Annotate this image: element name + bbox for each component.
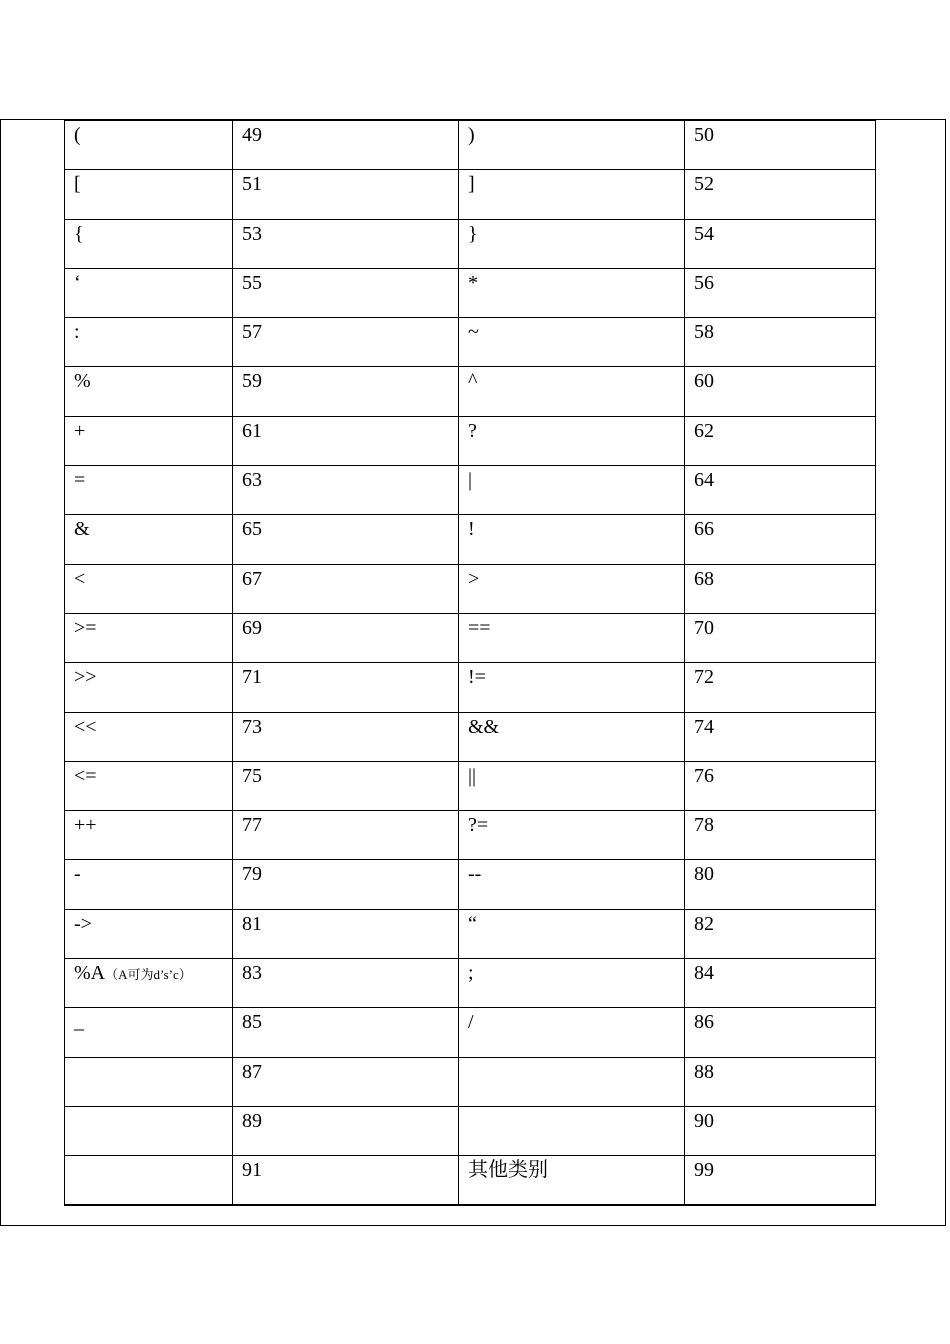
code-cell xyxy=(685,1008,876,1057)
symbol-cell xyxy=(65,466,233,515)
symbol-cell xyxy=(65,1106,233,1155)
symbol-cell-text: ] xyxy=(468,173,475,196)
code-cell xyxy=(233,712,459,761)
code-cell xyxy=(685,811,876,860)
code-cell-text: 82 xyxy=(694,912,714,935)
code-cell-text: 49 xyxy=(242,124,262,146)
symbol-cell-text: && xyxy=(468,715,500,738)
symbol-cell-text: << xyxy=(74,715,97,738)
symbol-cell xyxy=(65,909,233,958)
symbol-cell xyxy=(65,367,233,416)
code-cell xyxy=(233,811,459,860)
symbol-cell xyxy=(459,318,685,367)
symbol-cell xyxy=(459,466,685,515)
symbol-cell-text: / xyxy=(468,1011,474,1034)
code-cell-text: 52 xyxy=(694,173,714,196)
symbol-cell xyxy=(459,268,685,317)
table-row xyxy=(65,1156,876,1205)
symbol-cell xyxy=(459,170,685,219)
symbol-cell-text: | xyxy=(468,469,473,492)
symbol-cell-text: { xyxy=(74,222,84,245)
symbol-cell xyxy=(65,268,233,317)
symbol-cell xyxy=(459,1008,685,1057)
symbol-cell-text: = xyxy=(74,469,86,492)
symbol-cell-text: ? xyxy=(468,419,477,442)
table-row xyxy=(65,712,876,761)
symbol-cell-text: == xyxy=(468,616,491,639)
code-cell xyxy=(233,416,459,465)
code-cell xyxy=(233,1106,459,1155)
symbol-cell xyxy=(65,860,233,909)
code-cell-text: 63 xyxy=(242,469,262,492)
symbol-cell xyxy=(459,1106,685,1155)
code-cell xyxy=(233,367,459,416)
table-row xyxy=(65,515,876,564)
symbol-cell-text: ( xyxy=(74,124,81,146)
symbol-cell-text: ^ xyxy=(468,370,478,393)
code-cell-text: 60 xyxy=(694,370,714,393)
symbol-cell-text: %A xyxy=(74,962,106,985)
symbol-cell-text: * xyxy=(468,271,478,294)
symbol-cell-text: & xyxy=(74,518,90,541)
symbol-cell xyxy=(459,860,685,909)
table-row xyxy=(65,959,876,1008)
symbol-cell xyxy=(65,811,233,860)
symbol-cell-text: || xyxy=(468,764,477,787)
symbol-cell-text: “ xyxy=(468,912,477,935)
code-cell-text: 61 xyxy=(242,419,262,442)
code-cell-text: 84 xyxy=(694,962,714,985)
code-cell-text: 69 xyxy=(242,616,262,639)
symbol-cell xyxy=(459,416,685,465)
symbol-cell xyxy=(459,121,685,170)
symbol-cell-text: % xyxy=(74,370,91,393)
table-row xyxy=(65,811,876,860)
table-body xyxy=(65,121,876,1206)
code-cell xyxy=(233,909,459,958)
code-cell-text: 86 xyxy=(694,1011,714,1034)
code-cell xyxy=(685,860,876,909)
symbol-cell xyxy=(459,1156,685,1205)
code-cell xyxy=(685,466,876,515)
code-cell xyxy=(685,416,876,465)
code-cell xyxy=(233,1156,459,1205)
code-cell-text: 90 xyxy=(694,1109,714,1132)
code-cell xyxy=(685,959,876,1008)
symbol-cell-text: _ xyxy=(74,1011,84,1034)
symbol-cell-text: [ xyxy=(74,173,81,196)
code-cell-text: 83 xyxy=(242,962,262,985)
code-cell-text: 59 xyxy=(242,370,262,393)
symbol-cell-text: ?= xyxy=(468,814,489,837)
table-row xyxy=(65,564,876,613)
symbol-cell-text: > xyxy=(468,567,480,590)
symbol-cell-text: - xyxy=(74,863,81,886)
symbol-cell-text: -> xyxy=(74,912,92,935)
code-cell xyxy=(233,1008,459,1057)
symbol-cell xyxy=(65,121,233,170)
code-cell-text: 75 xyxy=(242,764,262,787)
table-row xyxy=(65,219,876,268)
code-cell xyxy=(233,121,459,170)
symbol-cell xyxy=(65,1057,233,1106)
symbol-cell-text: ~ xyxy=(468,321,479,344)
code-cell-text: 80 xyxy=(694,863,714,886)
code-cell xyxy=(233,1057,459,1106)
code-cell-text: 89 xyxy=(242,1109,262,1132)
code-cell xyxy=(685,613,876,662)
code-cell xyxy=(685,564,876,613)
code-cell-text: 91 xyxy=(242,1159,262,1182)
table-row xyxy=(65,1106,876,1155)
table-row xyxy=(65,860,876,909)
code-cell-text: 72 xyxy=(694,666,714,689)
symbol-cell xyxy=(65,170,233,219)
code-cell-text: 64 xyxy=(694,469,714,492)
code-cell-text: 66 xyxy=(694,518,714,541)
code-cell-text: 55 xyxy=(242,271,262,294)
symbol-cell-text: -- xyxy=(468,863,482,886)
symbol-cell-text: ; xyxy=(468,962,474,985)
code-cell-text: 76 xyxy=(694,764,714,787)
symbol-cell-text: : xyxy=(74,321,80,344)
code-cell xyxy=(685,1057,876,1106)
symbol-cell xyxy=(459,959,685,1008)
code-cell-text: 79 xyxy=(242,863,262,886)
symbol-cell xyxy=(459,1057,685,1106)
symbol-cell xyxy=(459,811,685,860)
symbol-cell-text: } xyxy=(468,222,478,245)
table-row xyxy=(65,761,876,810)
symbol-cell-text: ! xyxy=(468,518,475,541)
table-row xyxy=(65,1008,876,1057)
code-cell xyxy=(233,663,459,712)
symbol-cell xyxy=(65,712,233,761)
code-cell-text: 99 xyxy=(694,1159,714,1182)
symbol-cell-text: != xyxy=(468,666,486,689)
symbol-cell xyxy=(459,367,685,416)
code-cell xyxy=(233,466,459,515)
symbol-cell-text: >= xyxy=(74,616,97,639)
code-cell-text: 67 xyxy=(242,567,262,590)
symbol-cell xyxy=(459,761,685,810)
code-cell-text: 74 xyxy=(694,715,714,738)
code-cell-text: 81 xyxy=(242,912,262,935)
code-cell xyxy=(233,613,459,662)
code-cell xyxy=(233,219,459,268)
symbol-code-table xyxy=(64,120,876,1206)
code-cell-text: 78 xyxy=(694,814,714,837)
symbol-cell xyxy=(459,909,685,958)
symbol-cell xyxy=(459,663,685,712)
code-cell xyxy=(685,268,876,317)
code-cell xyxy=(685,219,876,268)
code-cell xyxy=(233,860,459,909)
symbol-cell xyxy=(459,712,685,761)
symbol-cell xyxy=(65,761,233,810)
code-cell xyxy=(233,761,459,810)
table-row xyxy=(65,170,876,219)
code-cell-text: 70 xyxy=(694,616,714,639)
table-row xyxy=(65,416,876,465)
code-cell-text: 62 xyxy=(694,419,714,442)
code-cell xyxy=(233,170,459,219)
code-cell xyxy=(685,909,876,958)
symbol-cell xyxy=(65,1156,233,1205)
code-cell xyxy=(233,515,459,564)
code-cell-text: 51 xyxy=(242,173,262,196)
symbol-cell xyxy=(459,515,685,564)
symbol-cell-text: 其他类别 xyxy=(468,1159,548,1182)
symbol-cell xyxy=(65,1008,233,1057)
table-row xyxy=(65,466,876,515)
symbol-cell-text: ) xyxy=(468,124,475,146)
code-cell xyxy=(685,712,876,761)
table-row xyxy=(65,121,876,170)
table-row xyxy=(65,613,876,662)
code-cell-text: 71 xyxy=(242,666,262,689)
code-cell xyxy=(685,663,876,712)
code-cell-text: 57 xyxy=(242,321,262,344)
code-cell-text: 65 xyxy=(242,518,262,541)
table-row xyxy=(65,1057,876,1106)
symbol-cell xyxy=(65,663,233,712)
symbol-note: （A可为d’s’c） xyxy=(105,967,192,983)
table-row xyxy=(65,909,876,958)
symbol-cell xyxy=(65,318,233,367)
symbol-cell xyxy=(65,219,233,268)
code-cell-text: 50 xyxy=(694,124,714,146)
code-cell-text: 85 xyxy=(242,1011,262,1034)
code-cell-text: 54 xyxy=(694,222,714,245)
symbol-cell xyxy=(65,515,233,564)
symbol-cell-text: >> xyxy=(74,666,97,689)
symbol-cell xyxy=(459,219,685,268)
code-cell xyxy=(685,1106,876,1155)
code-cell xyxy=(685,515,876,564)
symbol-cell xyxy=(65,613,233,662)
code-cell xyxy=(685,761,876,810)
code-cell xyxy=(685,170,876,219)
symbol-cell-text: < xyxy=(74,567,86,590)
code-cell-text: 56 xyxy=(694,271,714,294)
code-cell-text: 73 xyxy=(242,715,262,738)
symbol-cell xyxy=(65,416,233,465)
code-cell xyxy=(685,367,876,416)
code-cell-text: 87 xyxy=(242,1060,262,1083)
table-row xyxy=(65,663,876,712)
code-cell-text: 58 xyxy=(694,321,714,344)
symbol-cell xyxy=(65,959,233,1008)
code-cell-text: 53 xyxy=(242,222,262,245)
symbol-cell-text: ‘ xyxy=(74,271,81,294)
code-cell xyxy=(233,564,459,613)
table-row xyxy=(65,318,876,367)
code-cell xyxy=(685,1156,876,1205)
table-row xyxy=(65,268,876,317)
code-cell xyxy=(233,318,459,367)
symbol-cell xyxy=(459,564,685,613)
code-cell-text: 88 xyxy=(694,1060,714,1083)
symbol-cell-text: <= xyxy=(74,764,97,787)
code-cell-text: 68 xyxy=(694,567,714,590)
code-cell xyxy=(685,121,876,170)
code-cell xyxy=(233,268,459,317)
symbol-cell-text: + xyxy=(74,419,86,442)
symbol-cell xyxy=(459,613,685,662)
code-cell xyxy=(233,959,459,1008)
symbol-cell xyxy=(65,564,233,613)
code-cell-text: 77 xyxy=(242,814,262,837)
code-cell xyxy=(685,318,876,367)
table-row xyxy=(65,367,876,416)
symbol-cell-text: ++ xyxy=(74,814,97,837)
